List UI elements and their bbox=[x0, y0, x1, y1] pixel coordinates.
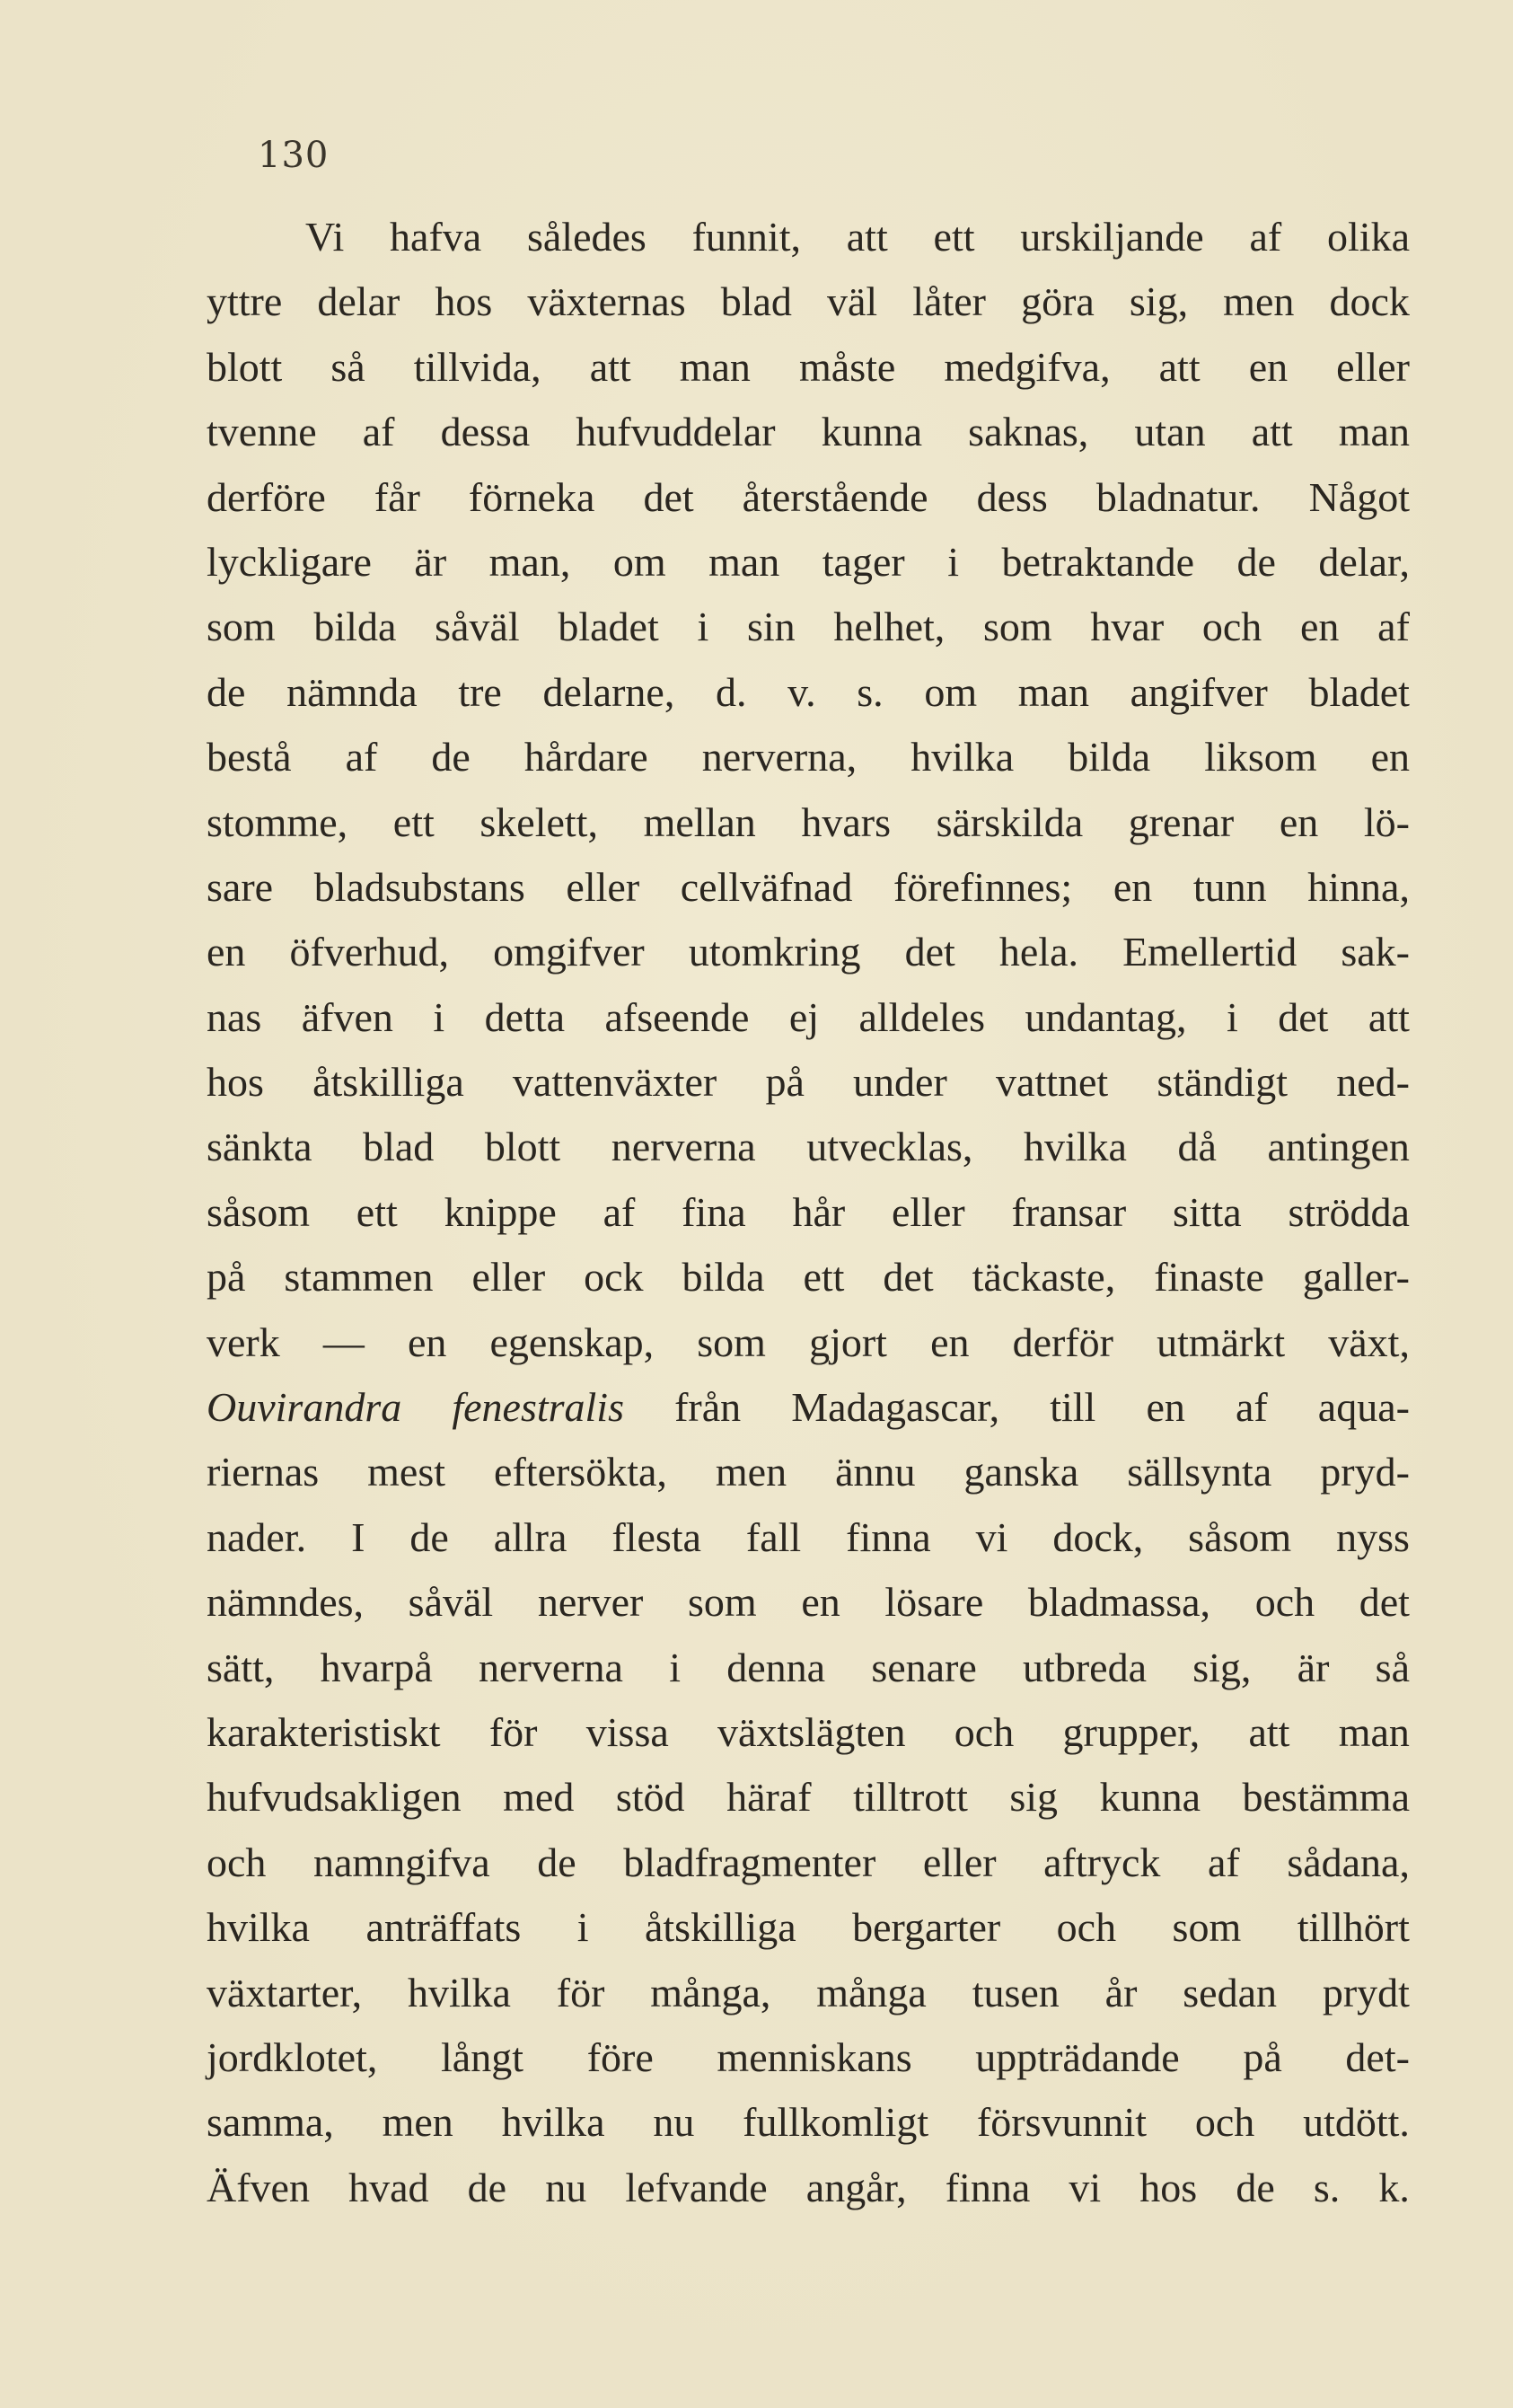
text-line: verk — en egenskap, som gjort en derför utmärkt växt, bbox=[207, 1319, 1410, 1365]
text-line: på stammen eller ock bilda ett det täckaste, finaste galler- bbox=[207, 1254, 1410, 1301]
page-number: 130 bbox=[258, 135, 330, 176]
text-line: bestå af de hårdare nerverna, hvilka bilda liksom en bbox=[207, 734, 1410, 781]
text-line: yttre delar hos växternas blad väl låter göra sig, men dock bbox=[207, 278, 1410, 325]
text-line: sare bladsubstans eller cellväfnad förefinnes; en tunn hinna, bbox=[207, 863, 1410, 910]
text-line: hvilka anträffats i åtskilliga bergarter och som tillhört bbox=[207, 1904, 1410, 1951]
text-line: stomme, ett skelett, mellan hvars särskilda grenar en lö- bbox=[207, 798, 1410, 845]
text-line: jordklotet, långt före menniskans uppträdande på det- bbox=[207, 2033, 1410, 2080]
text-line: Ouvirandra fenestralis från Madagascar, till en af aqua- bbox=[207, 1384, 1410, 1431]
text-line: som bilda såväl bladet i sin helhet, som hvar och en af bbox=[207, 604, 1410, 650]
text-line: tvenne af dessa hufvuddelar kunna saknas, utan att man bbox=[207, 409, 1410, 455]
text-line: karakteristiskt för vissa växtslägten och grupper, att man bbox=[207, 1708, 1410, 1755]
text-line: samma, men hvilka nu fullkomligt försvunnit och utdött. bbox=[207, 2099, 1410, 2146]
text-line: nas äfven i detta afseende ej alldeles undantag, i det att bbox=[207, 993, 1410, 1040]
text-line: nader. I de allra flesta fall finna vi dock, såsom nyss bbox=[207, 1513, 1410, 1560]
body-text bbox=[207, 205, 1410, 2220]
text-line: sätt, hvarpå nerverna i denna senare utbreda sig, är så bbox=[207, 1644, 1410, 1690]
text-line: och namngifva de bladfragmenter eller aftryck af sådana, bbox=[207, 1839, 1410, 1885]
text-line: nämndes, såväl nerver som en lösare bladmassa, och det bbox=[207, 1579, 1410, 1626]
text-line: derföre får förneka det återstående dess bladnatur. Något bbox=[207, 473, 1410, 520]
text-line: växtarter, hvilka för många, många tusen år sedan prydt bbox=[207, 1969, 1410, 2015]
text-line: hos åtskilliga vattenväxter på under vattnet ständigt ned- bbox=[207, 1059, 1410, 1106]
text-line: hufvudsakligen med stöd häraf tilltrott sig kunna bestämma bbox=[207, 1774, 1410, 1821]
text-line: riernas mest eftersökta, men ännu ganska sällsynta pryd- bbox=[207, 1449, 1410, 1495]
text-line: såsom ett knippe af fina hår eller fransar sitta strödda bbox=[207, 1188, 1410, 1235]
text-line: Vi hafva således funnit, att ett urskiljande af olika bbox=[305, 214, 1410, 260]
text-line: blott så tillvida, att man måste medgifva, att en eller bbox=[207, 343, 1410, 390]
text-line: lyckligare är man, om man tager i betraktande de delar, bbox=[207, 538, 1410, 585]
text-line: de nämnda tre delarne, d. v. s. om man angifver bladet bbox=[207, 668, 1410, 715]
text-line: sänkta blad blott nerverna utvecklas, hvilka då antingen bbox=[207, 1124, 1410, 1170]
text-line: en öfverhud, omgifver utomkring det hela. Emellertid sak- bbox=[207, 929, 1410, 975]
text-line: Äfven hvad de nu lefvande angår, finna vi hos de s. k. bbox=[207, 2164, 1410, 2210]
